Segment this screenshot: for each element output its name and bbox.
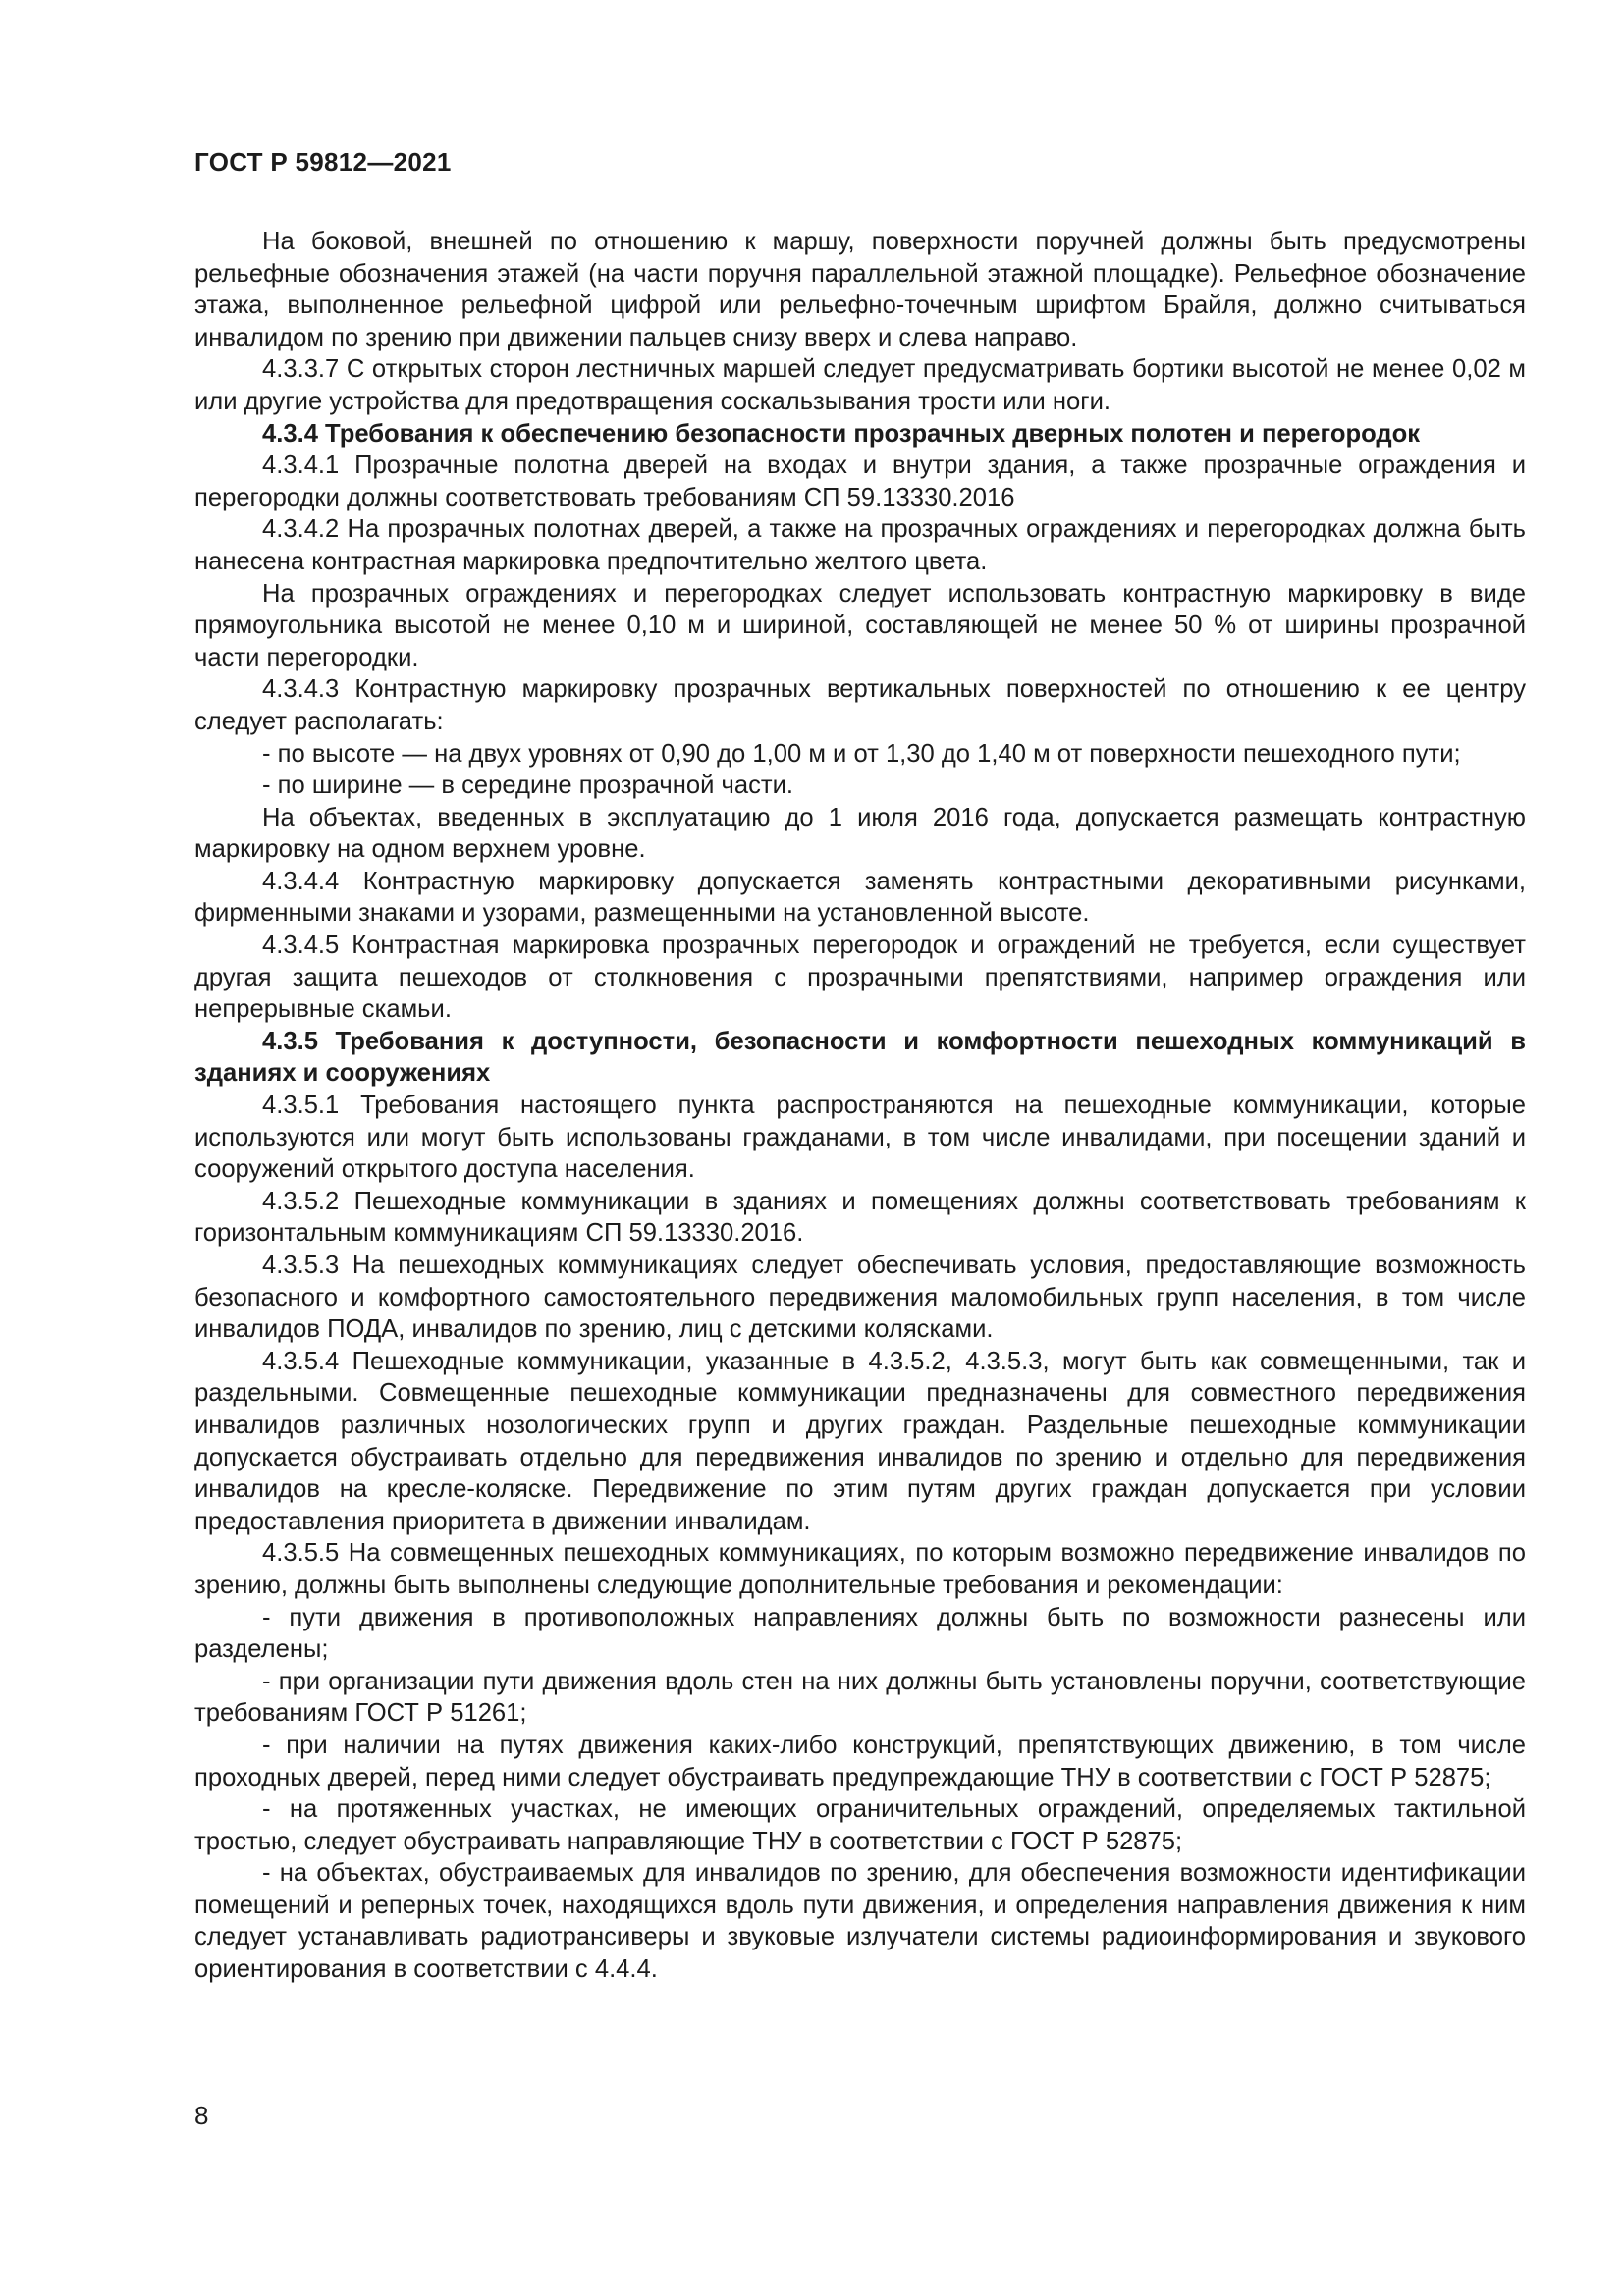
paragraph: 4.3.5.2 Пешеходные коммуникации в зданиях и помещениях должны соответствовать требованиям к горизонтальным коммуникациям СП 59.13330.2016. xyxy=(194,1187,1526,1248)
list-item: - по высоте — на двух уровнях от 0,90 до 1,00 м и от 1,30 до 1,40 м от поверхности пешеходного пути; xyxy=(262,739,1461,768)
page-number: 8 xyxy=(194,2101,209,2130)
document-body xyxy=(194,226,1526,1986)
paragraph: 4.3.5.4 Пешеходные коммуникации, указанные в 4.3.5.2, 4.3.5.3, могут быть как совмещенными, так и раздельными. Совмещенные пешеходные коммуникации предназначены для совместного передвижения инвалидов различных нозологических групп и других граждан. Раздельные пешеходные коммуникации допускается обустраивать отдельно для передвижения инвалидов по зрению и отдельно для передвижения инвалидов на кресле-коляске. Передвижение по этим путям других граждан допускается при условии предоставления приоритета в движении инвалидам. xyxy=(194,1347,1526,1535)
list-item: - на объектах, обустраиваемых для инвалидов по зрению, для обеспечения возможности идентификации помещений и реперных точек, находящихся вдоль пути движения, и определения направления движения к ним следует устанавливать радиотрансиверы и звуковые излучатели системы радиоинформирования и звукового ориентирования в соответствии с 4.4.4. xyxy=(194,1859,1526,1984)
list-item: - при наличии на путях движения каких-либо конструкций, препятствующих движению, в том числе проходных дверей, перед ними следует обустраивать предупреждающие ТНУ в соответствии с ГОСТ Р 52875; xyxy=(194,1731,1526,1791)
paragraph: 4.3.5.3 На пешеходных коммуникациях следует обеспечивать условия, предоставляющие возможность безопасного и комфортного самостоятельного передвижения маломобильных групп населения, в том числе инвалидов ПОДА, инвалидов по зрению, лиц с детскими колясками. xyxy=(194,1252,1526,1344)
section-heading: 4.3.5 Требования к доступности, безопасности и комфортности пешеходных коммуникаций в зданиях и сооружениях xyxy=(194,1027,1526,1088)
paragraph: 4.3.5.5 На совмещенных пешеходных коммуникациях, по которым возможно передвижение инвалидов по зрению, должны быть выполнены следующие дополнительные требования и рекомендации: xyxy=(194,1539,1526,1599)
list-item: - по ширине — в середине прозрачной части. xyxy=(262,772,794,800)
document-header: ГОСТ Р 59812—2021 xyxy=(194,147,452,177)
paragraph: 4.3.4.4 Контрастную маркировку допускается заменять контрастными декоративными рисунками, фирменными знаками и узорами, размещенными на установленной высоте. xyxy=(194,867,1526,928)
section-heading: 4.3.4 Требования к обеспечению безопасности прозрачных дверных полотен и перегородок xyxy=(262,419,1421,448)
paragraph: 4.3.4.2 На прозрачных полотнах дверей, а также на прозрачных ограждениях и перегородках должна быть нанесена контрастная маркировка предпочтительно желтого цвета. xyxy=(194,515,1526,575)
list-item: - при организации пути движения вдоль стен на них должны быть установлены поручни, соответствующие требованиям ГОСТ Р 51261; xyxy=(194,1667,1526,1728)
paragraph: 4.3.4.1 Прозрачные полотна дверей на входах и внутри здания, а также прозрачные ограждения и перегородки должны соответствовать требованиям СП 59.13330.2016 xyxy=(194,452,1526,511)
paragraph: 4.3.4.3 Контрастную маркировку прозрачных вертикальных поверхностей по отношению к ее центру следует располагать: xyxy=(194,675,1526,735)
paragraph: На объектах, введенных в эксплуатацию до 1 июля 2016 года, допускается размещать контрастную маркировку на одном верхнем уровне. xyxy=(194,803,1526,864)
list-item: - пути движения в противоположных направлениях должны быть по возможности разнесены или разделены; xyxy=(194,1603,1526,1664)
paragraph: 4.3.5.1 Требования настоящего пункта распространяются на пешеходные коммуникации, которые используются или могут быть использованы гражданами, в том числе инвалидами, при посещении зданий и сооружений открытого доступа населения. xyxy=(194,1092,1526,1184)
paragraph: На прозрачных ограждениях и перегородках следует использовать контрастную маркировку в виде прямоугольника высотой не менее 0,10 м и шириной, составляющей не менее 50 % от ширины прозрачной части перегородки. xyxy=(194,579,1526,671)
paragraph: На боковой, внешней по отношению к маршу, поверхности поручней должны быть предусмотрены рельефные обозначения этажей (на части поручня параллельной этажной площадке). Рельефное обозначение этажа, выполненное рельефной цифрой или рельефно-точечным шрифтом Брайля, должно считываться инвалидом по зрению при движении пальцев снизу вверх и слева направо. xyxy=(194,228,1526,351)
list-item: - на протяженных участках, не имеющих ограничительных ограждений, определяемых тактильной тростью, следует обустраивать направляющие ТНУ в соответствии с ГОСТ Р 52875; xyxy=(194,1795,1526,1855)
paragraph: 4.3.4.5 Контрастная маркировка прозрачных перегородок и ограждений не требуется, если существует другая защита пешеходов от столкновения с прозрачными препятствиями, например ограждения или непрерывные скамьи. xyxy=(194,932,1526,1024)
paragraph: 4.3.3.7 С открытых сторон лестничных маршей следует предусматривать бортики высотой не менее 0,02 м или другие устройства для предотвращения соскальзывания трости или ноги. xyxy=(194,355,1526,415)
